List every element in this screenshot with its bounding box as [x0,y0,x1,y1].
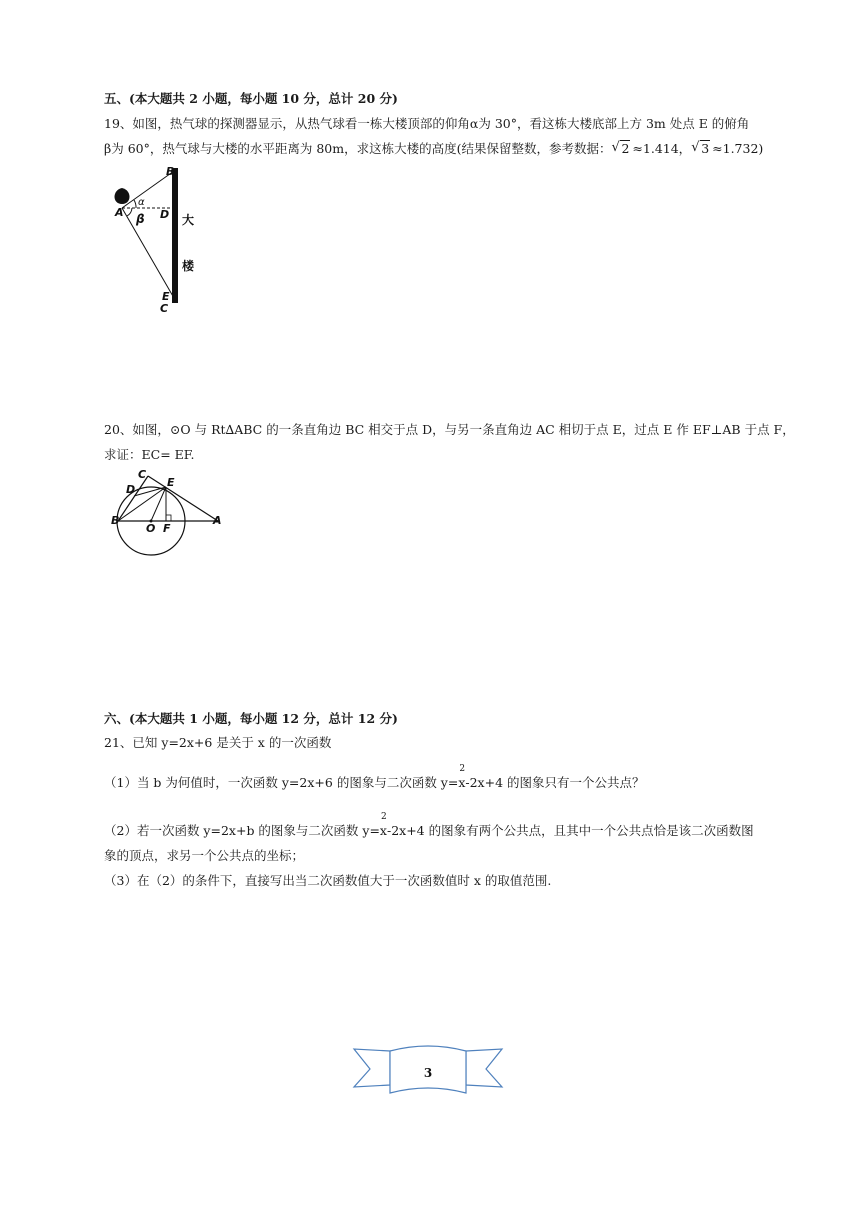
q21-part2-b: -2x+4 的图象有两个公共点，且其中一个公共点恰是该二次函数图 [386,823,754,838]
line-CA [148,476,218,521]
page-ribbon [352,1043,504,1101]
section-5-header: 五、(本大题共 2 小题，每小题 10 分，总计 20 分) [104,91,398,106]
q19-text-line2 [104,141,763,157]
line-AE [122,208,174,298]
q21-part2-exponent: 2 [380,812,387,822]
label-B: B [111,514,120,527]
label-A: A [213,514,222,527]
ribbon-right-tail [466,1049,502,1087]
q19-approx-2: ≈1.732) [712,141,764,156]
q19-text-line1: 19、如图，热气球的探测器显示，从热气球看一栋大楼顶部的仰角α为 30°，看这栋大楼底部上方 3m 处点 E 的俯角 [104,116,750,131]
angle-alpha-arc [134,200,136,208]
label-D: D [126,483,136,496]
building [172,168,178,303]
label-alpha: α [138,197,145,208]
q21-part1-b: -2x+4 的图象只有一个公共点？ [465,775,645,790]
right-angle-mark [166,515,171,521]
q21-part2 [104,812,754,839]
q21-part1 [104,764,645,791]
building-text-1: 大 [182,213,195,227]
label-C: C [160,302,169,315]
q19-figure [98,160,218,320]
label-beta: β [136,212,145,226]
line-DE [134,487,166,496]
angle-beta-arc [127,208,132,216]
label-B: B [166,165,175,178]
q20-text-line2: 求证：EC= EF. [104,447,195,462]
q19-approx-1: ≈1.414， [632,141,692,156]
q21-part1-a: （1）当 b 为何值时，一次函数 y=2x+6 的图象与二次函数 y=x [104,775,466,790]
sqrt-3-radicand: 3 [701,141,710,156]
label-D: D [160,208,170,221]
sqrt-2 [611,141,630,157]
q19-text-line2-a: β为 60°，热气球与大楼的水平距离为 80m，求这栋大楼的高度(结果保留整数，参考数据： [104,141,612,156]
q21-part3: （3）在（2）的条件下，直接写出当二次函数值大于一次函数值时 x 的取值范围. [104,873,552,888]
label-C: C [138,468,147,481]
page-number: 3 [423,1066,433,1080]
sqrt-2-radicand: 2 [621,141,630,156]
label-E: E [162,290,170,303]
q21-part1-exponent: 2 [459,764,466,774]
label-E: E [167,476,175,489]
label-F: F [163,522,171,535]
section-6-header: 六、(本大题共 1 小题，每小题 12 分，总计 12 分) [104,711,398,726]
q21-intro: 21、已知 y=2x+6 是关于 x 的一次函数 [104,735,332,750]
ribbon-left-tail [354,1049,390,1087]
label-O: O [146,522,156,535]
building-text-2: 楼 [182,259,195,273]
q21-part2-a: （2）若一次函数 y=2x+b 的图象与二次函数 y=x [104,823,387,838]
q20-text-line1: 20、如图，⊙O 与 Rt∆ABC 的一条直角边 BC 相交于点 D，与另一条直角边 AC 相切于点 E，过点 E 作 EF⊥AB 于点 F， [104,422,795,437]
q21-part2-c: 象的顶点，求另一个公共点的坐标； [104,848,305,863]
sqrt-3 [691,141,710,157]
label-A: A [115,206,124,219]
balloon-icon [115,188,130,204]
q20-figure [108,466,233,556]
